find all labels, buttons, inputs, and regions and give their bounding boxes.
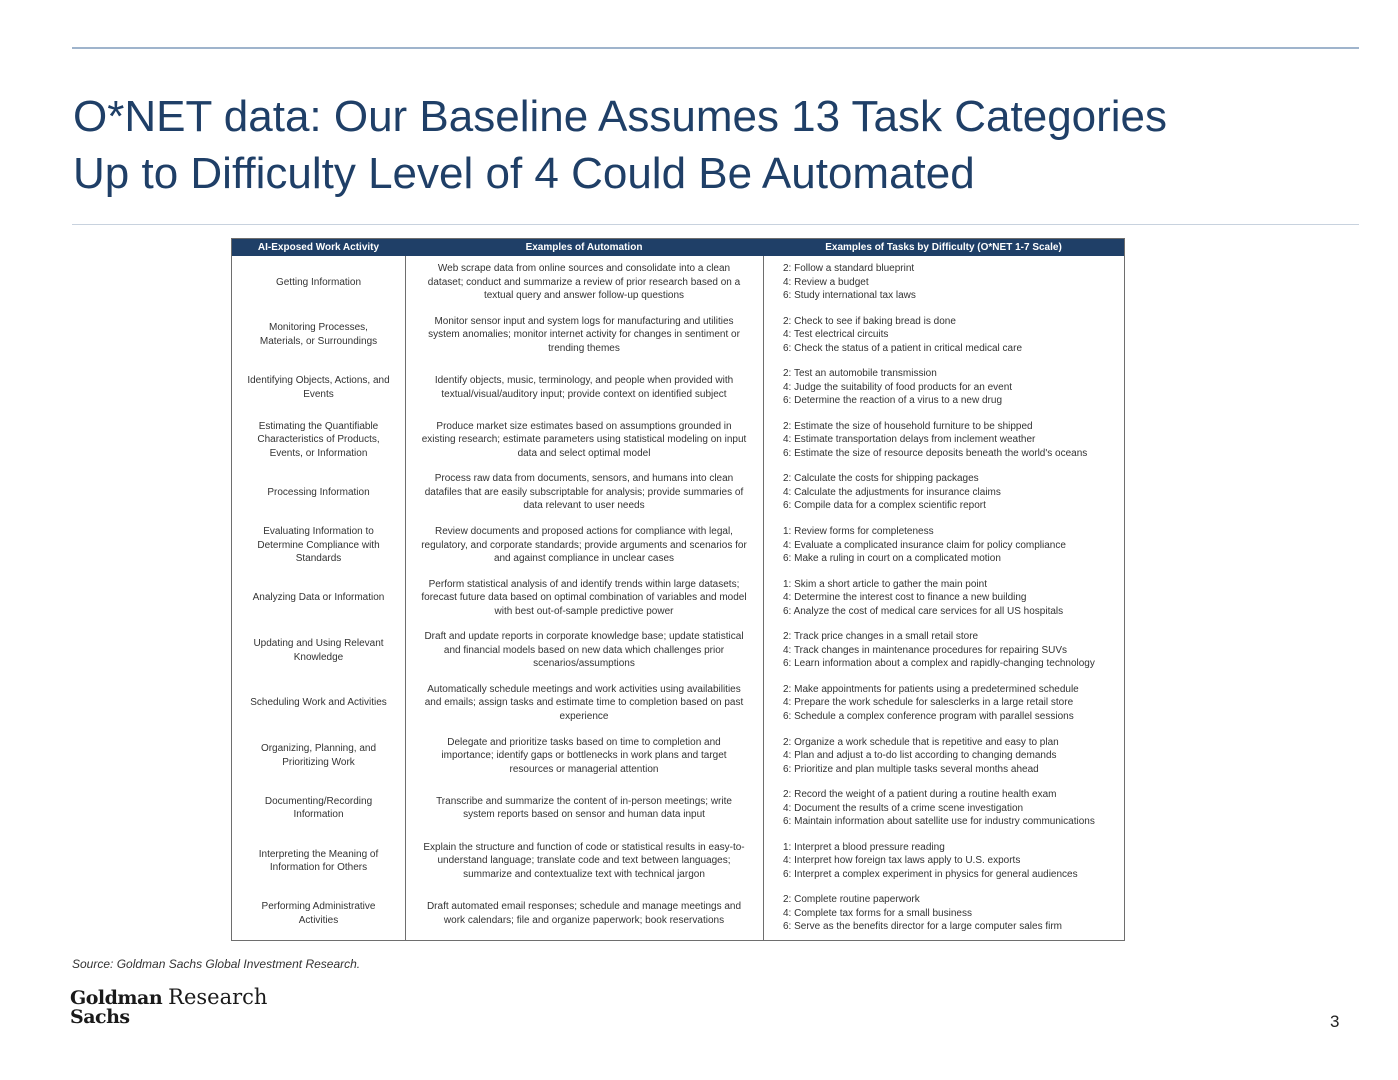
tasks-cell <box>763 782 1124 835</box>
source-note: Source: Goldman Sachs Global Investment Research. <box>72 957 361 971</box>
automation-cell: Explain the structure and function of code or statistical results in easy-to-understand language; translate code and text between languages; summarize and contextualize text with technical jargon <box>423 841 745 880</box>
activity-cell: Updating and Using Relevant Knowledge <box>253 638 384 663</box>
table-row <box>232 782 1124 835</box>
title-line-1: O*NET data: Our Baseline Assumes 13 Task Categories <box>73 92 1168 141</box>
table-body <box>232 256 1124 940</box>
automation-cell: Web scrape data from online sources and consolidate into a clean dataset; conduct and summarize a review of prior research based on a textual query and answer follow-up questions <box>427 263 741 302</box>
column-divider <box>405 256 406 940</box>
activity-cell: Interpreting the Meaning of Information for Others <box>258 848 379 873</box>
task-list <box>783 367 1012 408</box>
automation-table <box>231 238 1125 941</box>
task-item: 6: Serve as the benefits director for a large computer sales firm <box>783 921 1063 933</box>
task-item: 6: Make a ruling in court on a complicated motion <box>783 553 1001 565</box>
task-list <box>783 630 1095 671</box>
title-line-2: Up to Difficulty Level of 4 Could Be Automated <box>73 149 975 198</box>
table-header <box>232 239 1124 256</box>
task-item: 2: Make appointments for patients using a predetermined schedule <box>783 683 1079 695</box>
automation-cell: Monitor sensor input and system logs for manufacturing and utilities system anomalies; monitor internet activity for changes in sentiment or trending themes <box>428 315 740 354</box>
task-item: 6: Schedule a complex conference program with parallel sessions <box>783 710 1074 722</box>
task-list <box>783 578 1063 619</box>
task-item: 6: Compile data for a complex scientific report <box>783 500 986 512</box>
tasks-cell <box>763 519 1124 572</box>
table-row <box>232 256 1124 309</box>
title-rule <box>72 224 1359 225</box>
tasks-cell <box>763 887 1124 940</box>
task-item: 2: Calculate the costs for shipping packages <box>783 473 979 485</box>
automation-cell: Delegate and prioritize tasks based on time to completion and importance; identify gaps or bottlenecks in work plans and target resources or managerial attention <box>441 736 727 775</box>
task-item: 6: Learn information about a complex and rapidly-changing technology <box>783 658 1095 670</box>
task-item: 6: Prioritize and plan multiple tasks several months ahead <box>783 763 1039 775</box>
activity-cell: Monitoring Processes, Materials, or Surroundings <box>259 322 378 347</box>
task-item: 4: Interpret how foreign tax laws apply to U.S. exports <box>783 855 1021 867</box>
task-item: 4: Determine the interest cost to finance a new building <box>783 592 1027 604</box>
table-row <box>232 414 1124 467</box>
task-list <box>783 736 1059 777</box>
activity-cell: Getting Information <box>275 276 362 288</box>
task-item: 4: Estimate transportation delays from inclement weather <box>783 434 1036 446</box>
task-list <box>783 788 1095 829</box>
task-item: 2: Test an automobile transmission <box>783 368 937 380</box>
automation-cell: Produce market size estimates based on assumptions grounded in existing research; estimate parameters using statistical modeling on input data and select optimal model <box>421 420 747 459</box>
activity-cell: Organizing, Planning, and Prioritizing Work <box>260 743 377 768</box>
activity-cell: Documenting/Recording Information <box>264 795 373 821</box>
task-item: 6: Estimate the size of resource deposits beneath the world's oceans <box>783 447 1088 459</box>
tasks-cell <box>763 256 1124 309</box>
task-item: 2: Complete routine paperwork <box>783 894 920 906</box>
automation-cell: Identify objects, music, terminology, and people when provided with textual/visual/auditory input; provide context on identified subject <box>434 375 734 400</box>
task-item: 4: Calculate the adjustments for insurance claims <box>783 486 1001 498</box>
automation-cell: Transcribe and summarize the content of in-person meetings; write system reports based on sensor and human data input <box>436 795 732 821</box>
activity-cell: Performing Administrative Activities <box>261 901 376 926</box>
task-item: 2: Check to see if baking bread is done <box>783 315 956 327</box>
automation-cell: Review documents and proposed actions for compliance with legal, regulatory, and corporate standards; provide arguments and scenarios for and against compliance in unclear cases <box>421 526 747 565</box>
table-row <box>232 309 1124 362</box>
task-list <box>783 315 1022 356</box>
task-item: 4: Complete tax forms for a small business <box>783 907 972 919</box>
table-row <box>232 729 1124 782</box>
automation-cell: Process raw data from documents, sensors, and humans into clean datafiles that are easily subscriptable for analysis; provide summaries of data relevant to user needs <box>424 473 744 512</box>
task-item: 4: Judge the suitability of food products for an event <box>783 381 1013 393</box>
task-list <box>783 420 1087 461</box>
task-item: 2: Track price changes in a small retail store <box>783 631 979 643</box>
automation-cell: Draft and update reports in corporate knowledge base; update statistical and financial models based on new data which challenges prior scenarios/assumptions <box>424 631 744 670</box>
logo-research: Research <box>168 985 268 1009</box>
table-row <box>232 835 1124 888</box>
task-item: 6: Study international tax laws <box>783 290 916 302</box>
logo-goldman: Goldman <box>70 987 163 1009</box>
table-row <box>232 519 1124 572</box>
header-tasks: Examples of Tasks by Difficulty (O*NET 1-7 Scale) <box>825 242 1062 253</box>
table-row <box>232 887 1124 940</box>
logo-sachs: Sachs <box>70 1006 130 1028</box>
task-list <box>783 841 1078 882</box>
table-row <box>232 677 1124 730</box>
top-rule <box>72 47 1359 49</box>
task-item: 1: Review forms for completeness <box>783 526 934 538</box>
task-list <box>783 683 1079 724</box>
tasks-cell <box>763 624 1124 677</box>
table-row <box>232 466 1124 519</box>
task-list <box>783 262 916 303</box>
task-item: 6: Determine the reaction of a virus to a new drug <box>783 395 1003 407</box>
activity-cell: Identifying Objects, Actions, and Events <box>247 375 390 400</box>
task-item: 4: Plan and adjust a to-do list according to changing demands <box>783 750 1057 762</box>
table-row <box>232 572 1124 625</box>
task-item: 2: Organize a work schedule that is repetitive and easy to plan <box>783 736 1059 748</box>
automation-cell: Automatically schedule meetings and work activities using availabilities and emails; assign tasks and estimate time to completion based on past experience <box>424 683 744 722</box>
table-row <box>232 361 1124 414</box>
task-item: 4: Track changes in maintenance procedures for repairing SUVs <box>783 644 1068 656</box>
tasks-cell <box>763 572 1124 625</box>
tasks-cell <box>763 414 1124 467</box>
table-row <box>232 624 1124 677</box>
automation-cell: Draft automated email responses; schedule and manage meetings and work calendars; file and organize paperwork; book reservations <box>426 901 742 926</box>
header-activity: AI-Exposed Work Activity <box>257 242 380 253</box>
task-item: 2: Record the weight of a patient during a routine health exam <box>783 789 1057 801</box>
header-automation: Examples of Automation <box>525 242 643 253</box>
task-item: 6: Interpret a complex experiment in physics for general audiences <box>783 868 1078 880</box>
tasks-cell <box>763 361 1124 414</box>
tasks-cell <box>763 677 1124 730</box>
task-list <box>783 893 1062 934</box>
activity-cell: Analyzing Data or Information <box>252 592 385 604</box>
task-list <box>783 472 1001 513</box>
page-number: 3 <box>1330 1012 1340 1031</box>
task-item: 4: Prepare the work schedule for salesclerks in a large retail store <box>783 697 1074 709</box>
slide-title <box>73 88 1333 202</box>
task-item: 4: Document the results of a crime scene investigation <box>783 802 1024 814</box>
activity-cell: Processing Information <box>267 486 370 498</box>
task-item: 6: Analyze the cost of medical care services for all US hospitals <box>783 605 1064 617</box>
activity-cell: Estimating the Quantifiable Characteristics of Products, Events, or Information <box>257 420 380 459</box>
task-item: 4: Evaluate a complicated insurance claim for policy compliance <box>783 539 1066 551</box>
activity-cell: Scheduling Work and Activities <box>250 697 387 709</box>
tasks-cell <box>763 729 1124 782</box>
task-list <box>783 525 1066 566</box>
task-item: 4: Review a budget <box>783 276 869 288</box>
activity-cell: Evaluating Information to Determine Compliance with Standards <box>257 526 380 565</box>
task-item: 2: Follow a standard blueprint <box>783 263 915 275</box>
task-item: 1: Interpret a blood pressure reading <box>783 841 945 853</box>
tasks-cell <box>763 466 1124 519</box>
tasks-cell <box>763 835 1124 888</box>
tasks-cell <box>763 309 1124 362</box>
automation-cell: Perform statistical analysis of and identify trends within large datasets; forecast future data based on optimal combination of variables and model with best out-of-sample predictive power <box>421 578 747 617</box>
task-item: 1: Skim a short article to gather the main point <box>783 578 987 590</box>
column-divider <box>763 256 764 940</box>
task-item: 2: Estimate the size of household furniture to be shipped <box>783 420 1033 432</box>
task-item: 6: Maintain information about satellite use for industry communications <box>783 816 1095 828</box>
task-item: 6: Check the status of a patient in critical medical care <box>783 342 1023 354</box>
task-item: 4: Test electrical circuits <box>783 329 889 341</box>
goldman-sachs-logo <box>70 985 268 1028</box>
